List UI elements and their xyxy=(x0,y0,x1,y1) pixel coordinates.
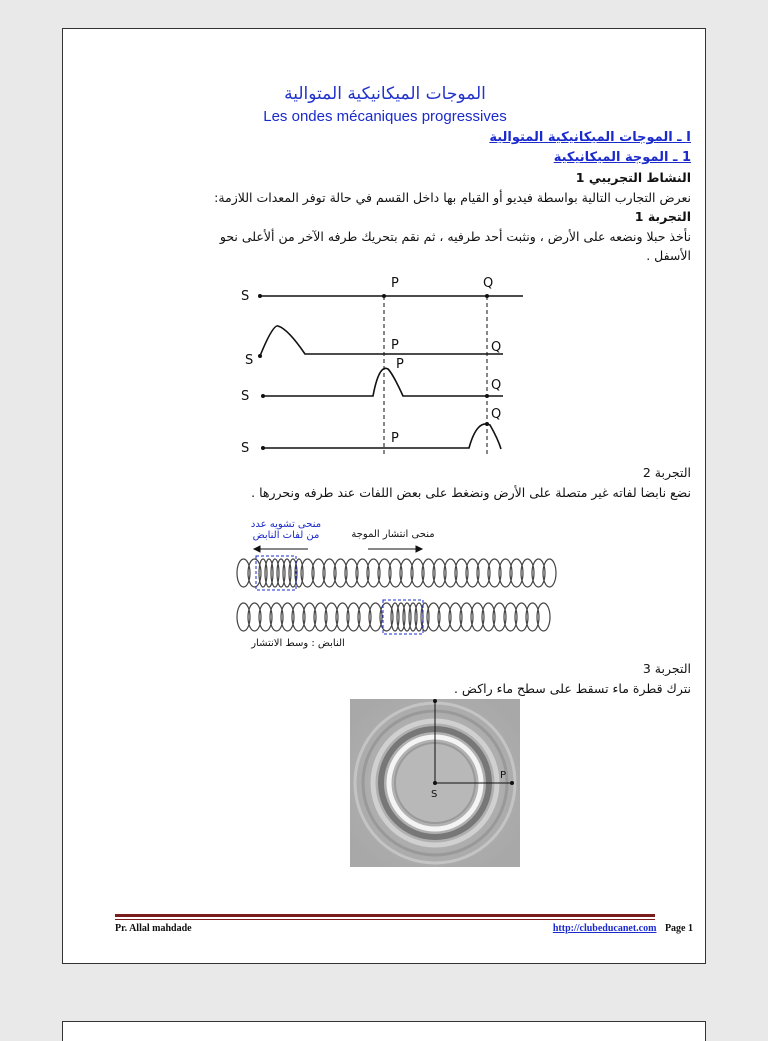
exp3-text: نترك قطرة ماء تسقط على سطح ماء راكض . xyxy=(453,681,691,696)
fig1-label-p-row4: P xyxy=(391,431,399,446)
exp2-text: نضع نابضا لفاته غير متصلة على الأرض ونضغط على بعض اللفات عند طرفه ونحررها . xyxy=(251,485,691,500)
next-page-edge xyxy=(62,1021,706,1041)
footer-page-number: Page 1 xyxy=(664,923,693,934)
section-heading: I ـ الموجات الميكانيكية المتوالية xyxy=(489,130,691,145)
fig1-label-q-row3: Q xyxy=(491,378,502,393)
exp1-text-line1: نأخذ حبلا ونضعه على الأرض ، ونثبت أحد طرفيه ، ثم نقم بتحريك طرفه الآخر من ألأعلى نحو xyxy=(219,229,691,244)
spring-top xyxy=(237,559,556,587)
exp2-title: التجربة 2 xyxy=(642,465,691,480)
subsection-heading: 1 ـ الموجة الميكانيكية xyxy=(553,150,691,165)
fig2-label-deform: منحى تشويه عدد xyxy=(250,519,322,530)
footer-link[interactable]: http://clubeducanet.com xyxy=(552,923,657,934)
fig1-label-s-row2: S xyxy=(245,353,254,368)
activity-intro: نعرض التجارب التالية بواسطة فيديو أو القيام بها داخل القسم في حالة توفر المعدات اللازمة: xyxy=(214,190,691,205)
fig1-label-s-row1: S xyxy=(241,289,250,304)
title-french: Les ondes mécaniques progressives xyxy=(263,108,507,125)
exp1-text-line2: الأسفل . xyxy=(646,248,691,263)
fig1-label-s-row4: S xyxy=(241,441,250,456)
title-arabic: الموجات الميكانيكية المتوالية xyxy=(284,84,486,104)
fig1-label-q-row1: Q xyxy=(483,276,494,291)
fig3-label-s: S xyxy=(431,789,438,800)
document-page xyxy=(62,28,706,964)
spring-bottom xyxy=(237,603,550,631)
fig2-label-deform-2: من لفات النابض xyxy=(252,530,320,541)
activity-title: النشاط التجريبي 1 xyxy=(575,170,691,185)
fig1-label-q-row2: Q xyxy=(491,340,502,355)
spring-figure xyxy=(218,515,558,650)
fig1-label-p-row1: P xyxy=(391,276,399,291)
fig1-label-p-row3: P xyxy=(396,357,404,372)
fig1-label-p-row2: P xyxy=(391,338,399,353)
footer-author: Pr. Allal mahdade xyxy=(115,923,192,934)
fig2-label-propagation: منحى انتشار الموجة xyxy=(351,529,435,540)
rope-pulse-figure xyxy=(233,269,533,464)
exp3-title: التجربة 3 xyxy=(642,661,691,676)
fig2-label-medium: النابض : وسط الانتشار xyxy=(251,638,345,649)
water-ripple-figure xyxy=(350,699,520,867)
fig1-label-q-row4: Q xyxy=(491,407,502,422)
fig3-label-p: P xyxy=(500,770,507,781)
footer-rule-thin xyxy=(115,919,655,920)
spring-coil xyxy=(421,603,429,631)
footer-rule xyxy=(115,914,655,917)
fig1-label-s-row3: S xyxy=(241,389,250,404)
exp1-title: التجربة 1 xyxy=(634,209,691,224)
